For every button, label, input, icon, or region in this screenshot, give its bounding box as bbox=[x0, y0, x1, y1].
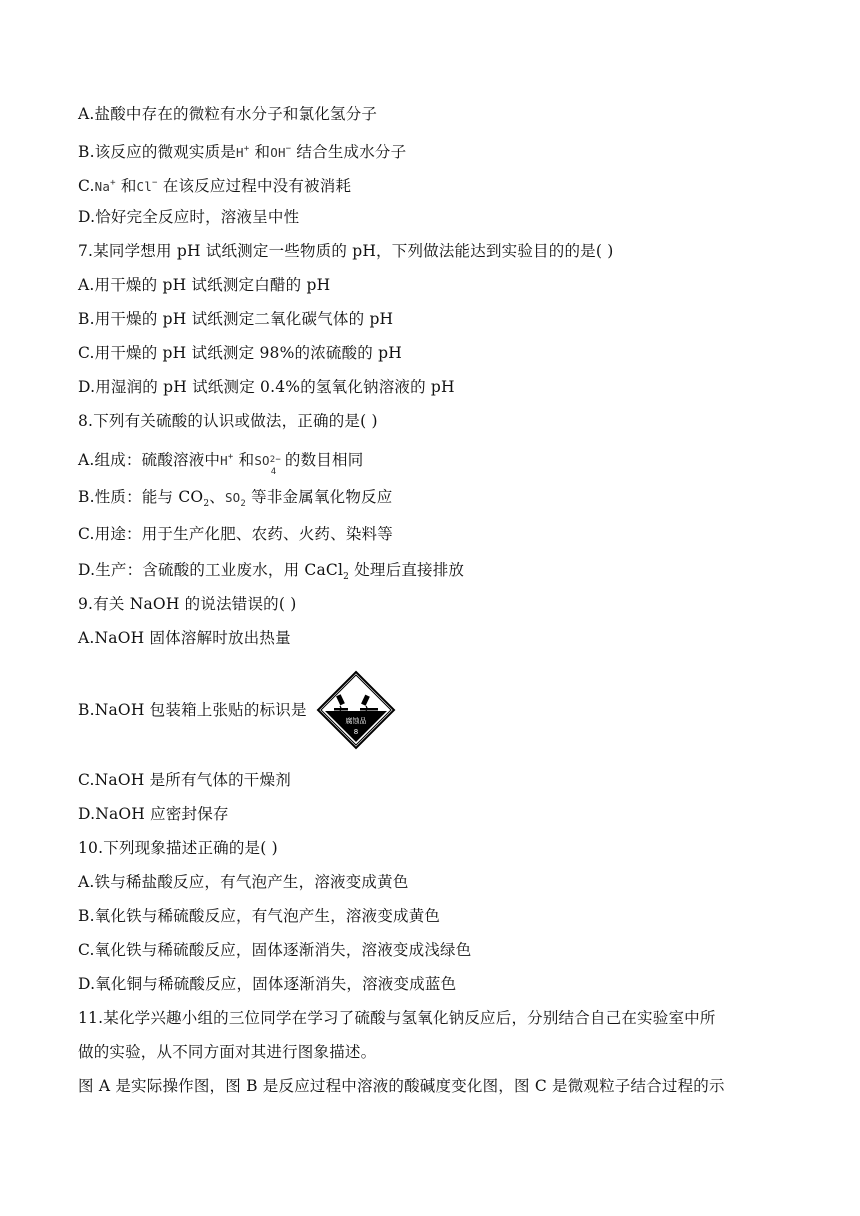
text: 和 bbox=[249, 143, 271, 161]
text: 的数目相同 bbox=[279, 451, 364, 469]
option-9d: D.NaOH 应密封保存 bbox=[78, 805, 229, 823]
text: B.该反应的微观实质是 bbox=[78, 143, 237, 161]
svg-text:8: 8 bbox=[353, 728, 359, 736]
formula-na: Na+ bbox=[94, 178, 116, 194]
option-7a: A.用干燥的 pH 试纸测定白醋的 pH bbox=[78, 276, 331, 294]
option-6a: A.盐酸中存在的微粒有水分子和氯化氢分子 bbox=[78, 105, 378, 123]
formula-h: H+ bbox=[220, 452, 234, 468]
formula-h: H+ bbox=[236, 144, 250, 160]
option-9b: B.NaOH 包装箱上张贴的标识是 bbox=[78, 701, 307, 719]
question-7: 7.某同学想用 pH 试纸测定一些物质的 pH，下列做法能达到实验目的的是( ) bbox=[78, 242, 614, 260]
formula-oh: OH− bbox=[270, 144, 292, 160]
option-8d bbox=[78, 560, 464, 587]
text: 在该反应过程中没有被消耗 bbox=[157, 177, 352, 195]
option-8a bbox=[78, 447, 364, 477]
text: 和 bbox=[233, 451, 255, 469]
option-8c: C.用途：用于生产化肥、农药、火药、染料等 bbox=[78, 525, 393, 543]
subscript: 2 bbox=[343, 572, 350, 582]
question-11-line-1: 11.某化学兴趣小组的三位同学在学习了硫酸与氢氧化钠反应后，分别结合自己在实验室中所 bbox=[78, 1009, 716, 1027]
question-9: 9.有关 NaOH 的说法错误的( ) bbox=[78, 595, 297, 613]
option-10a: A.铁与稀盐酸反应，有气泡产生，溶液变成黄色 bbox=[78, 873, 409, 891]
option-8b bbox=[78, 487, 392, 514]
text: D.生产：含硫酸的工业废水，用 CaCl bbox=[78, 561, 344, 579]
text: 和 bbox=[115, 177, 137, 195]
question-11-line-2: 做的实验，从不同方面对其进行图象描述。 bbox=[78, 1043, 377, 1061]
formula-so2: $SO_2$ bbox=[224, 490, 247, 509]
option-6b bbox=[78, 139, 406, 163]
text: 结合生成水分子 bbox=[291, 143, 407, 161]
question-11-line-3: 图 A 是实际操作图，图 B 是反应过程中溶液的酸碱度变化图，图 C 是微观粒子结合过程的示 bbox=[78, 1077, 725, 1095]
text: 、 bbox=[209, 488, 225, 506]
option-6c bbox=[78, 173, 351, 197]
text: 处理后直接排放 bbox=[349, 561, 465, 579]
formula-so4: SO 2− 4 bbox=[254, 453, 282, 477]
svg-text:腐蚀品: 腐蚀品 bbox=[345, 717, 367, 725]
question-8: 8.下列有关硫酸的认识或做法，正确的是( ) bbox=[78, 412, 378, 430]
option-9c: C.NaOH 是所有气体的干燥剂 bbox=[78, 771, 291, 789]
option-10c: C.氧化铁与稀硫酸反应，固体逐渐消失，溶液变成浅绿色 bbox=[78, 941, 472, 959]
text: B.性质：能与 CO bbox=[78, 488, 204, 506]
option-7b: B.用干燥的 pH 试纸测定二氧化碳气体的 pH bbox=[78, 310, 394, 328]
option-7c: C.用干燥的 pH 试纸测定 98%的浓硫酸的 pH bbox=[78, 344, 402, 362]
text: A.组成：硫酸溶液中 bbox=[78, 451, 221, 469]
option-10d: D.氧化铜与稀硫酸反应，固体逐渐消失，溶液变成蓝色 bbox=[78, 975, 457, 993]
question-10: 10.下列现象描述正确的是( ) bbox=[78, 839, 278, 857]
text: 等非金属氧化物反应 bbox=[246, 488, 393, 506]
option-10b: B.氧化铁与稀硫酸反应，有气泡产生，溶液变成黄色 bbox=[78, 907, 441, 925]
formula-cl: Cl− bbox=[136, 178, 158, 194]
subscript: 2 bbox=[203, 499, 210, 509]
option-9a: A.NaOH 固体溶解时放出热量 bbox=[78, 629, 291, 647]
option-6d: D.恰好完全反应时，溶液呈中性 bbox=[78, 208, 300, 226]
corrosive-hazard-icon bbox=[316, 670, 396, 750]
option-7d: D.用湿润的 pH 试纸测定 0.4%的氢氧化钠溶液的 pH bbox=[78, 378, 455, 396]
text: C. bbox=[78, 177, 95, 195]
